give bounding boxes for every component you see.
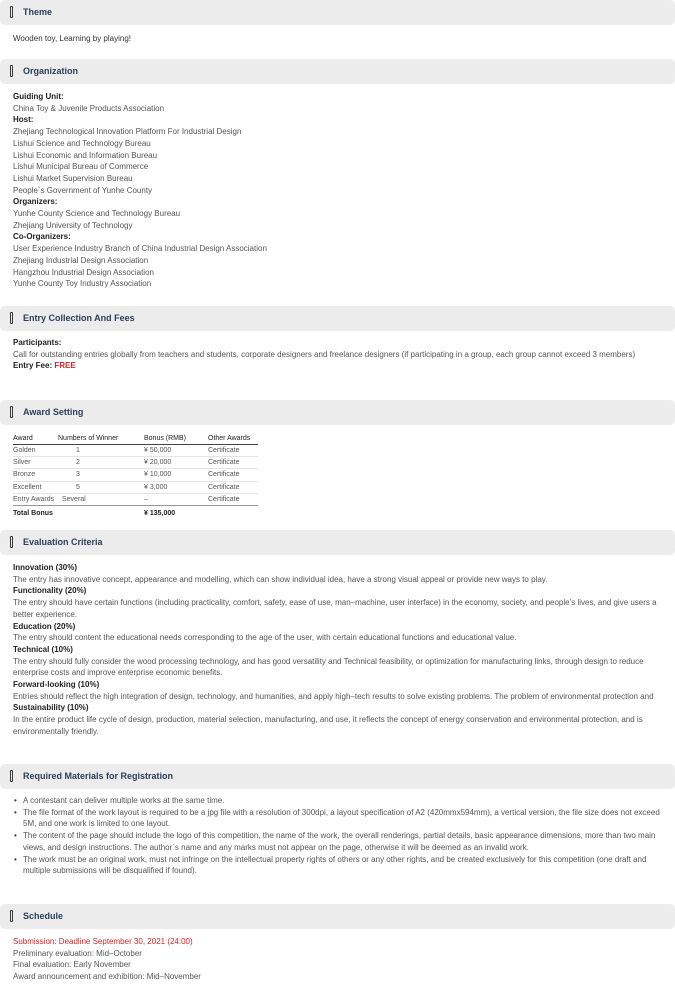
organizers-label: Organizers: — [13, 197, 58, 207]
section-header-criteria — [0, 530, 675, 555]
award-table — [13, 432, 258, 521]
theme-text: Wooden toy, Learning by playing! — [13, 34, 132, 43]
other-cell: Certificate — [208, 457, 258, 469]
section-title: Schedule — [23, 911, 64, 921]
criterion-heading: Forward-looking (10%) — [13, 680, 100, 690]
total-row — [13, 505, 258, 521]
table-row — [13, 469, 258, 481]
other-cell: Certificate — [208, 469, 258, 481]
criterion-text: In the entire product life cycle of design, production, material selection, manufacturing, and use, it reflects the concept of energy conservation and environmental protection, and is environmentally friendly. — [13, 715, 643, 736]
award-cell: Golden — [13, 445, 58, 457]
criterion-heading: Technical (10%) — [13, 644, 73, 654]
list-item: • The file format of the work layout is required to be a jpg file with a resolution of 300dpi, a layout specification of A2 (420mmx594mm), a vertical version, the file size does not exceed 5M, and one work is limited to one layout. — [13, 807, 663, 830]
organization-body — [13, 91, 663, 290]
column-header: Bonus (RMB) — [144, 432, 208, 445]
section-header-theme — [0, 0, 675, 25]
schedule-body — [13, 936, 663, 983]
section-title: Organization — [23, 66, 79, 76]
section-header-schedule — [0, 904, 675, 929]
table-row — [13, 445, 258, 457]
schedule-item: Award announcement and exhibition: Mid–November — [13, 972, 201, 982]
organizer-item: Zhejiang University of Technology — [13, 220, 133, 230]
entry-fee-label: Entry Fee: — [13, 361, 53, 371]
total-label: Total Bonus — [13, 509, 53, 517]
award-cell: Bronze — [13, 469, 58, 481]
bonus-cell: ¥ 10,000 — [144, 469, 208, 481]
coorganizer-item: Hangzhou Industrial Design Association — [13, 267, 154, 277]
schedule-item: Preliminary evaluation: Mid–October — [13, 948, 142, 958]
section-header-awards — [0, 400, 675, 425]
host-item: Lishui Science and Technology Bureau — [13, 138, 151, 148]
table-row — [13, 457, 258, 469]
award-table-header — [13, 432, 258, 445]
other-cell: Certificate — [208, 445, 258, 457]
list-item: • The content of the page should include the logo of this competition, the name of the work, the overall renderings, partial details, basic appearance dimensions, more than two main views, and design instructions. The author`s name and any marks must not appear on the page, otherwise it will be deemed as an invalid work. — [13, 830, 663, 853]
criterion-heading: Functionality (20%) — [13, 586, 87, 596]
criterion-text: The entry should content the educational needs corresponding to the age of the user, with certain educational functions and educational value. — [13, 633, 517, 643]
organizer-item: Yunhe County Science and Technology Bureau — [13, 209, 181, 219]
host-item: Lishui Municipal Bureau of Commerce — [13, 162, 149, 172]
entry-body — [13, 337, 663, 372]
coorganizer-item: User Experience Industry Branch of China Industrial Design Association — [13, 244, 267, 254]
section-marker-icon — [10, 312, 13, 324]
criterion-heading: Sustainability (10%) — [13, 703, 89, 713]
winners-cell: 1 — [58, 445, 144, 457]
materials-list — [13, 795, 663, 877]
criterion-text: The entry should fully consider the wood processing technology, and has good versatility and Technical feasibility, or optimization for manufacturing links, through design to reduce enterprise costs and improve enterprise economic benefits. — [13, 656, 644, 678]
section-header-materials — [0, 764, 675, 789]
criterion-heading: Innovation (30%) — [13, 563, 78, 572]
award-cell: Excellent — [13, 481, 58, 493]
criterion-text: The entry has innovative concept, appearance and modelling, which can show individual idea, have a strong visual appeal or provide new ways to play. — [13, 574, 548, 584]
criterion-text: Entries should reflect the high integration of design, technology, and humanities, and apply high–tech results to solve existing problems. The problem of environmental protection and — [13, 691, 654, 701]
bonus-cell: ¥ 20,000 — [144, 457, 208, 469]
section-header-entry — [0, 306, 675, 331]
section-header-organization — [0, 59, 675, 84]
submission-deadline: Submission: Deadline September 30, 2021 (24:00) — [13, 937, 193, 946]
guiding-label: Guiding Unit: — [13, 92, 64, 101]
entry-fee-line — [13, 360, 663, 372]
bonus-cell: ¥ 3,000 — [144, 481, 208, 493]
criteria-body — [13, 562, 663, 738]
section-marker-icon — [10, 406, 13, 418]
section-title: Evaluation Criteria — [23, 537, 103, 547]
list-item: • The work must be an original work, must not infringe on the intellectual property rights of others or any other rights, and be created exclusively for this competition (one draft and multiple submissions will be disqualified if found). — [13, 854, 663, 877]
table-row — [13, 493, 258, 505]
winners-cell: 3 — [58, 469, 144, 481]
winners-cell: 5 — [58, 481, 144, 493]
host-item: Lishui Economic and Information Bureau — [13, 150, 158, 160]
bonus-cell: ¥ 50,000 — [144, 445, 208, 457]
criterion-text: The entry should have certain functions (including practicality, comfort, safety, ease of use, man–machine, user interface) in the economy, society, and people’s lives, and give users a better experience. — [13, 598, 657, 619]
host-item: People`s Government of Yunhe County — [13, 185, 153, 195]
section-title: Entry Collection And Fees — [23, 313, 135, 323]
bonus-cell: – — [144, 493, 208, 505]
winners-cell: 2 — [58, 457, 144, 469]
winners-cell: Several — [58, 493, 144, 505]
section-marker-icon — [10, 536, 13, 548]
criterion-heading: Education (20%) — [13, 621, 76, 631]
schedule-item: Final evaluation: Early November — [13, 960, 131, 970]
entry-fee-value: FREE — [54, 361, 76, 371]
column-header: Numbers of Winner — [58, 432, 144, 445]
host-label: Host: — [13, 115, 34, 125]
section-marker-icon — [10, 6, 13, 18]
participants-text: Call for outstanding entries globally from teachers and students, corporate designers and freelance designers (if participating in a group, each group cannot exceed 3 members) — [13, 349, 636, 359]
coorganizer-item: Yunhe County Toy Industry Association — [13, 279, 152, 289]
host-item: Zhejiang Technological Innovation Platform For Industrial Design — [13, 127, 242, 137]
coorganizers-label: Co-Organizers: — [13, 232, 71, 242]
total-value: ¥ 135,000 — [144, 509, 176, 517]
section-title: Theme — [23, 7, 53, 17]
column-header: Award — [13, 432, 58, 445]
list-item: • A contestant can deliver multiple works at the same time. — [13, 795, 663, 807]
other-cell: Certificate — [208, 481, 258, 493]
award-cell: Entry Awards — [13, 493, 58, 505]
section-title: Required Materials for Registration — [23, 771, 174, 781]
section-title: Award Setting — [23, 407, 84, 417]
coorganizer-item: Zhejiang Industrial Design Association — [13, 255, 149, 265]
guiding-unit: China Toy & Juvenile Products Association — [13, 103, 165, 113]
other-cell: Certificate — [208, 493, 258, 505]
table-row — [13, 481, 258, 493]
column-header: Other Awards — [208, 432, 258, 445]
award-cell: Silver — [13, 457, 58, 469]
section-marker-icon — [10, 910, 13, 922]
participants-label: Participants: — [13, 338, 62, 347]
section-marker-icon — [10, 770, 13, 782]
host-item: Lishui Market Supervision Bureau — [13, 173, 133, 183]
section-marker-icon — [10, 65, 13, 77]
